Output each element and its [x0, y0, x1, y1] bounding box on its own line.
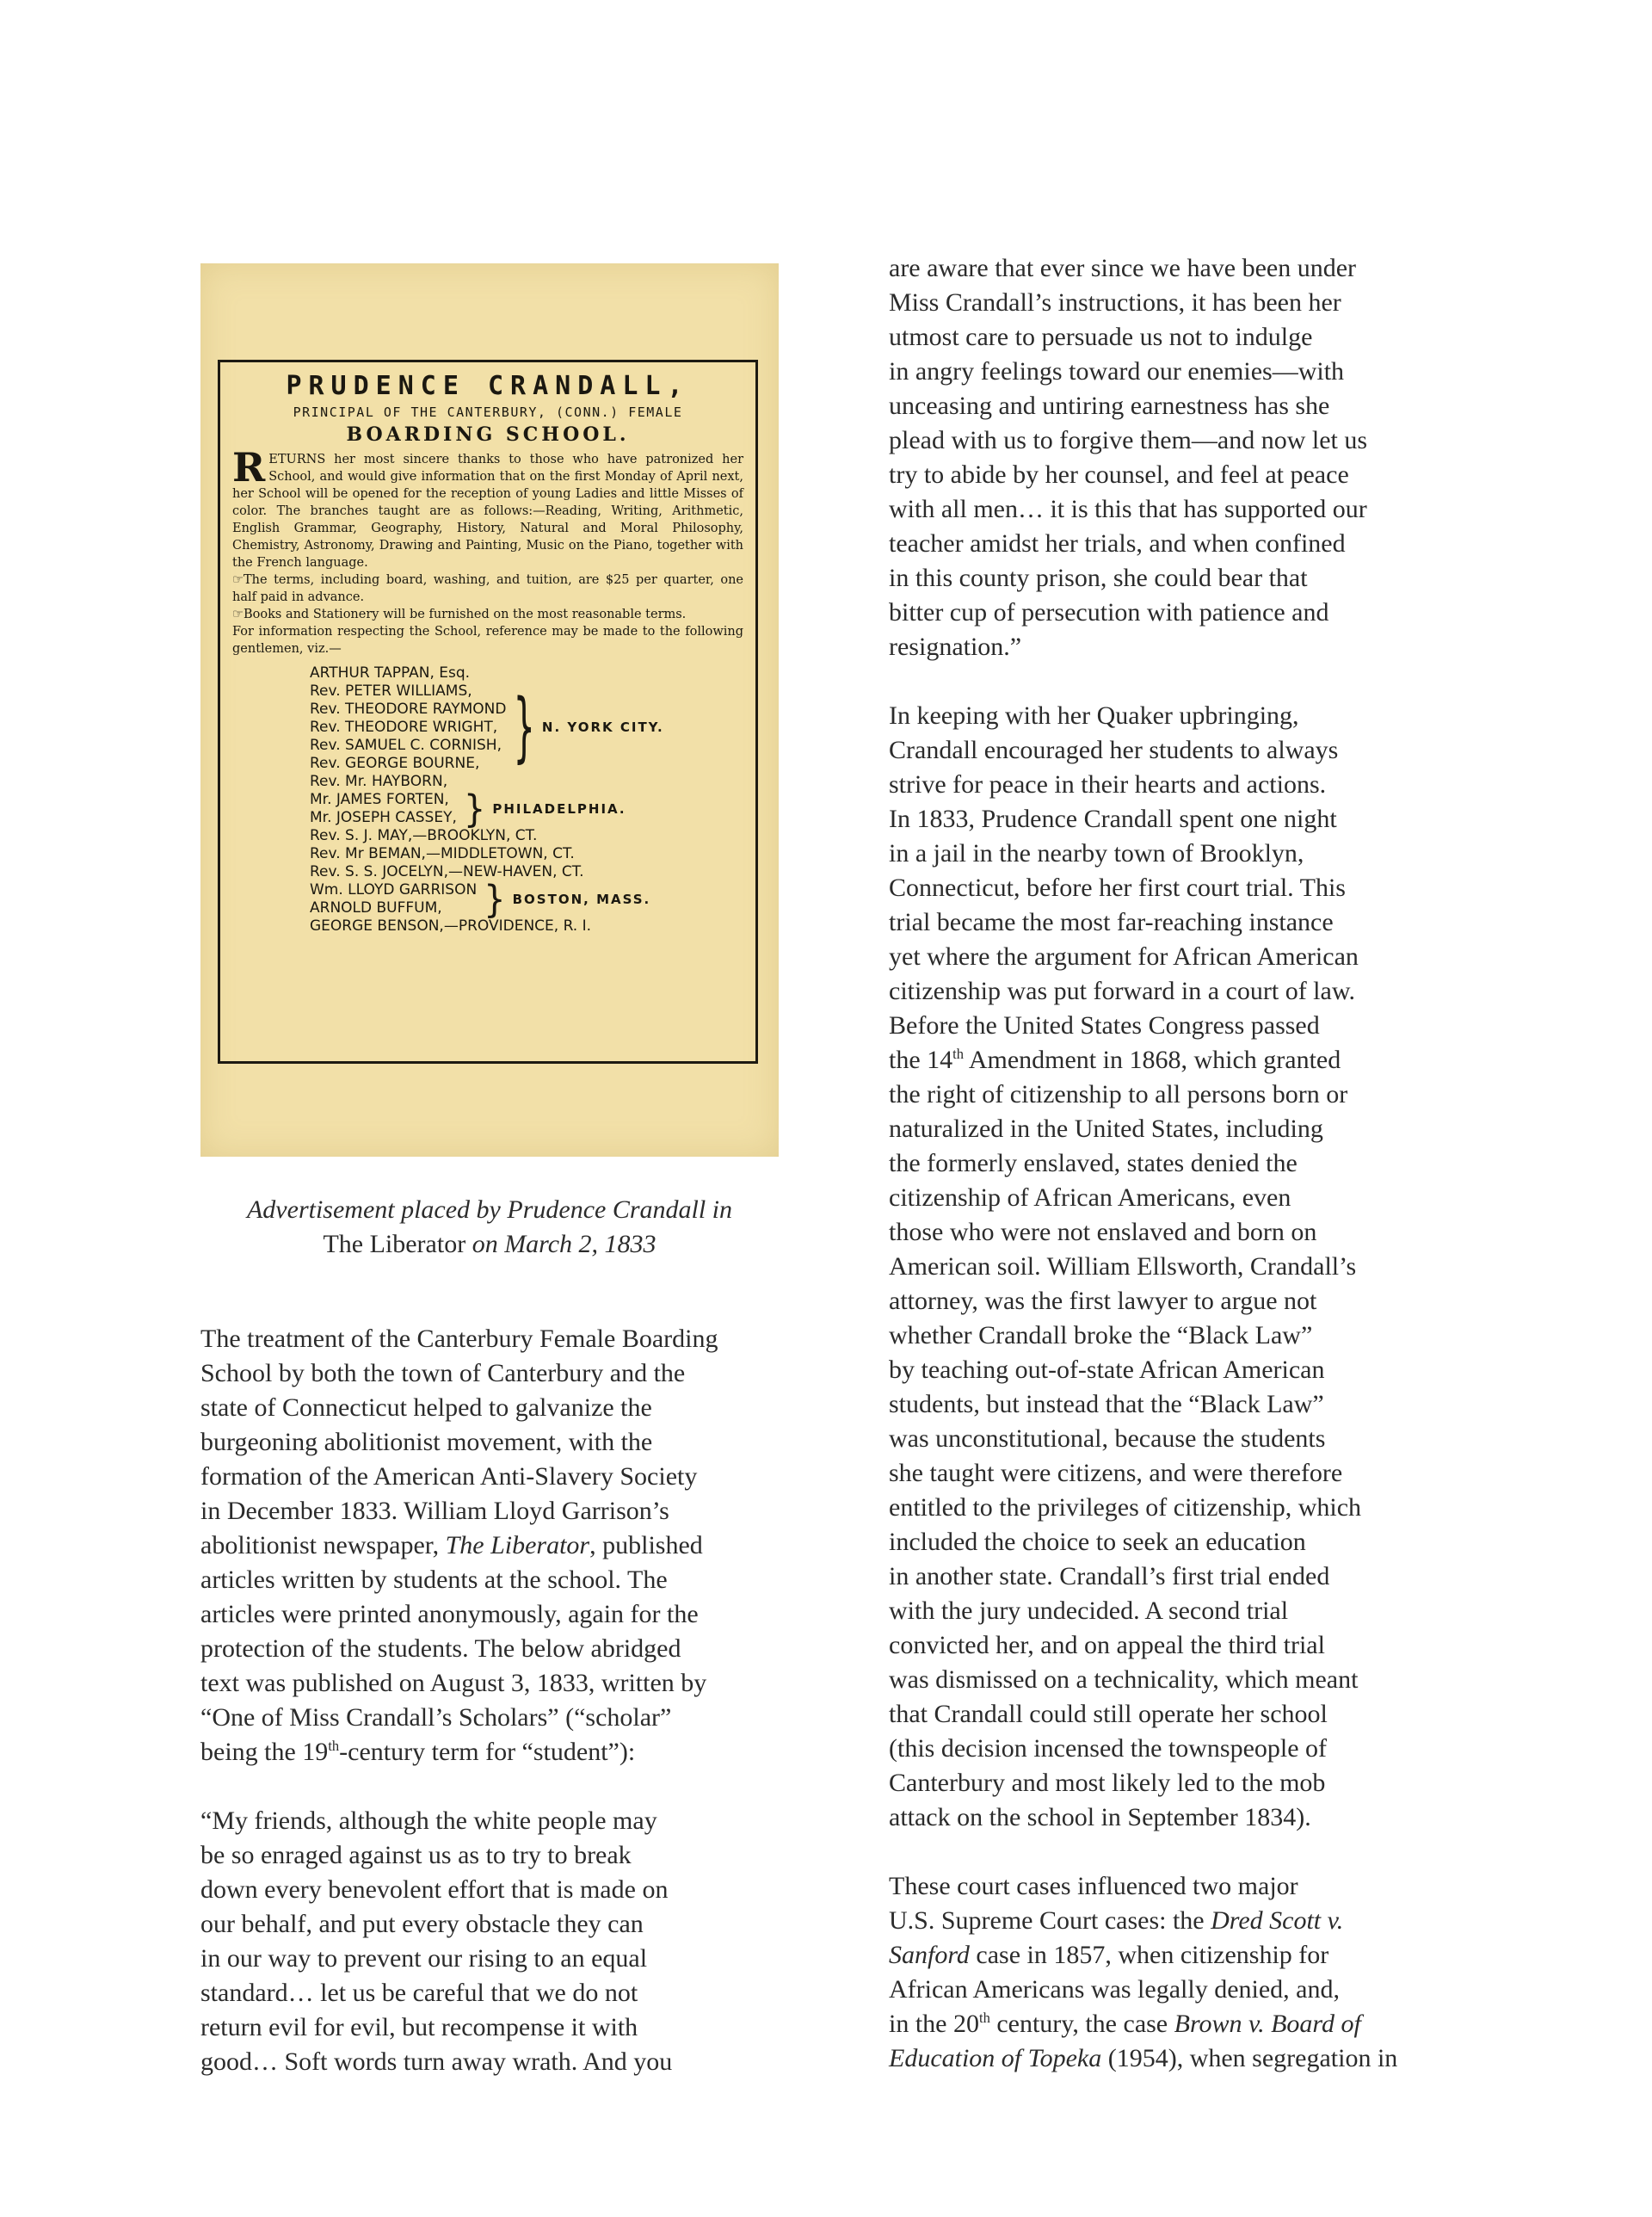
- paragraph: [889, 1869, 1491, 2076]
- caption-publication: The Liberator: [323, 1230, 466, 1258]
- ad-city: N. YORK CITY.: [541, 719, 664, 735]
- ad-reference: Rev. Mr. HAYBORN,: [310, 773, 448, 790]
- case-name: Brown v. Board of Education of Topeka: [889, 2010, 1361, 2072]
- ad-reference: Rev. Mr BEMAN,—MIDDLETOWN, CT.: [310, 845, 575, 862]
- ad-reference: Mr. JAMES FORTEN,: [310, 791, 449, 808]
- quote-paragraph: “My friends, although the white people may be so enraged against us as to try to break down every benevolent effort that is made on our behalf, and put every obstacle they can in our way to prevent our rising to an equal standard… let us be careful that we do not return evil for evil, but recompense it with good… Soft words turn away wrath. And you: [200, 1806, 673, 2076]
- paragraph-text: case in 1857, when citizenship for African Americans was legally denied, and, in the 20: [889, 1941, 1340, 2038]
- caption-text: Advertisement placed by Prudence Crandall in: [246, 1195, 733, 1224]
- paragraph: [200, 1322, 820, 1769]
- ad-city: BOSTON, MASS.: [512, 891, 651, 907]
- ad-title: PRUDENCE CRANDALL,: [286, 371, 690, 401]
- advertisement-image: [200, 263, 779, 1157]
- ad-body: [232, 444, 743, 658]
- paragraph-text: -century term for “student”):: [339, 1738, 636, 1766]
- ad-boston-group: [310, 877, 743, 922]
- ad-paragraph-2: ☞The terms, including board, washing, and tuition, are $25 per quarter, one half paid in advance.: [232, 573, 743, 604]
- advertisement-frame: [218, 360, 758, 1064]
- ad-reference: Rev. THEODORE WRIGHT,: [310, 719, 498, 736]
- paragraph-text: In keeping with her Quaker upbringing, Crandall encouraged her students to always strive for peace in their hearts and actions. In 1833, Prudence Crandall spent one night in a jail in the nearby town of Brooklyn, Connecticut, before her first court trial. This trial became the most far-reaching instance yet where the argument for African American citizenship was put forward in a court of law. Before the United States Congress passed the 14: [889, 701, 1359, 1074]
- ad-reference: Rev. PETER WILLIAMS,: [310, 682, 472, 700]
- ad-paragraph-4: For information respecting the School, reference may be made to the following gentlemen, viz.—: [232, 625, 743, 656]
- caption-date: on March 2, 1833: [472, 1230, 656, 1258]
- ad-subtitle: PRINCIPAL OF THE CANTERBURY, (CONN.) FEMALE: [293, 404, 683, 420]
- superscript: th: [952, 1046, 964, 1062]
- publication-title: The Liberator: [445, 1531, 590, 1559]
- ad-phila-group: [310, 787, 743, 831]
- ad-school-name: BOARDING SCHOOL.: [346, 423, 630, 446]
- ad-reference: Wm. LLOYD GARRISON: [310, 881, 478, 899]
- figure-caption: [200, 1193, 779, 1262]
- brace-icon: }: [484, 877, 506, 922]
- ad-reference: Mr. JOSEPH CASSEY,: [310, 809, 457, 826]
- paragraph-text: (1954), when segregation in: [1101, 2044, 1398, 2072]
- brace-icon: }: [463, 787, 486, 831]
- left-column: [200, 1322, 820, 2079]
- ad-reference: Rev. SAMUEL C. CORNISH,: [310, 737, 502, 754]
- ad-reference: ARTHUR TAPPAN, Esq.: [310, 664, 471, 682]
- ad-city: PHILADELPHIA.: [492, 800, 626, 817]
- ad-dropcap: R: [232, 444, 266, 491]
- superscript: th: [979, 2010, 990, 2026]
- paragraph-text: These court cases influenced two major U.S. Supreme Court cases: the: [889, 1872, 1298, 1935]
- ad-reference: Rev. GEORGE BOURNE,: [310, 755, 480, 772]
- case-name: Dred Scott v. Sanford: [889, 1906, 1344, 1969]
- brace-icon: }: [513, 683, 535, 772]
- ad-reference: ARNOLD BUFFUM,: [310, 899, 442, 917]
- ad-reference: Rev. S. S. JOCELYN,—NEW-HAVEN, CT.: [310, 863, 584, 880]
- ad-reference: Rev. S. J. MAY,—BROOKLYN, CT.: [310, 827, 538, 844]
- right-column: [889, 251, 1491, 2076]
- ad-paragraph-3: ☞Books and Stationery will be furnished on the most reasonable terms.: [232, 608, 687, 621]
- paragraph: [889, 699, 1491, 1835]
- paragraph-text: The treatment of the Canterbury Female Boarding School by both the town of Canterbury and the state of Connecticut helped to galvanize the burgeoning abolitionist movement, with the formation of the American Anti-Slavery Society in December 1833. William Lloyd Garrison’s abolitionist newspaper,: [200, 1325, 718, 1559]
- paragraph-text: century, the case: [989, 2010, 1174, 2038]
- ad-ny-group: [310, 664, 743, 791]
- ad-reference: GEORGE BENSON,—PROVIDENCE, R. I.: [310, 917, 592, 935]
- paragraph-text: Amendment in 1868, which granted the right of citizenship to all persons born or naturalized in the United States, including the formerly enslaved, states denied the citizenship of African Americans, even those who were not enslaved and born on American soil. William Ellsworth, Crandall’s attorney, was the first lawyer to argue not whether Crandall broke the “Black Law” by teaching out-of-state African American students, but instead that the “Black Law” was unconstitutional, because the students she taught were citizens, and were therefore entitled to the privileges of citizenship, which included the choice to seek an education in another state. Crandall’s first trial ended with the jury undecided. A second trial convicted her, and on appeal the third trial was dismissed on a technicality, which meant that Crandall could still operate her school (this decision incensed the townspeople of Canterbury and most likely led to the mob attack on the school in September 1834).: [889, 1046, 1362, 1831]
- quote-paragraph: are aware that ever since we have been under Miss Crandall’s instructions, it has been her utmost care to persuade us not to indulge in angry feelings toward our enemies—with unceasing and untiring earnestness has she plead with us to forgive them—and now let us try to abide by her counsel, and feel at peace with all men… it is this that has supported our teacher amidst her trials, and when confined in this county prison, she could bear that bitter cup of persecution with patience and resignation.”: [889, 254, 1368, 661]
- ad-reference: Rev. THEODORE RAYMOND: [310, 701, 507, 718]
- ad-paragraph-1: ETURNS her most sincere thanks to those who have patronized her School, and would give information that on the first Monday of April next, her School will be opened for the reception of young Ladies and little Misses of color. The branches taught are as follows:—Reading, Writing, Arithmetic, English Grammar, Geography, History, Natural and Moral Philosophy, Chemistry, Astronomy, Drawing and Painting, Music on the Piano, together with the French language.: [232, 453, 743, 570]
- superscript: th: [328, 1738, 340, 1754]
- ad-references: [232, 664, 743, 936]
- paragraph-text: , published articles written by students at the school. The articles were printed anonymously, again for the protection of the students. The below abridged text was published on August 3, 1833, written by “One of Miss Crandall’s Scholars” (“scholar” being the 19: [200, 1531, 707, 1766]
